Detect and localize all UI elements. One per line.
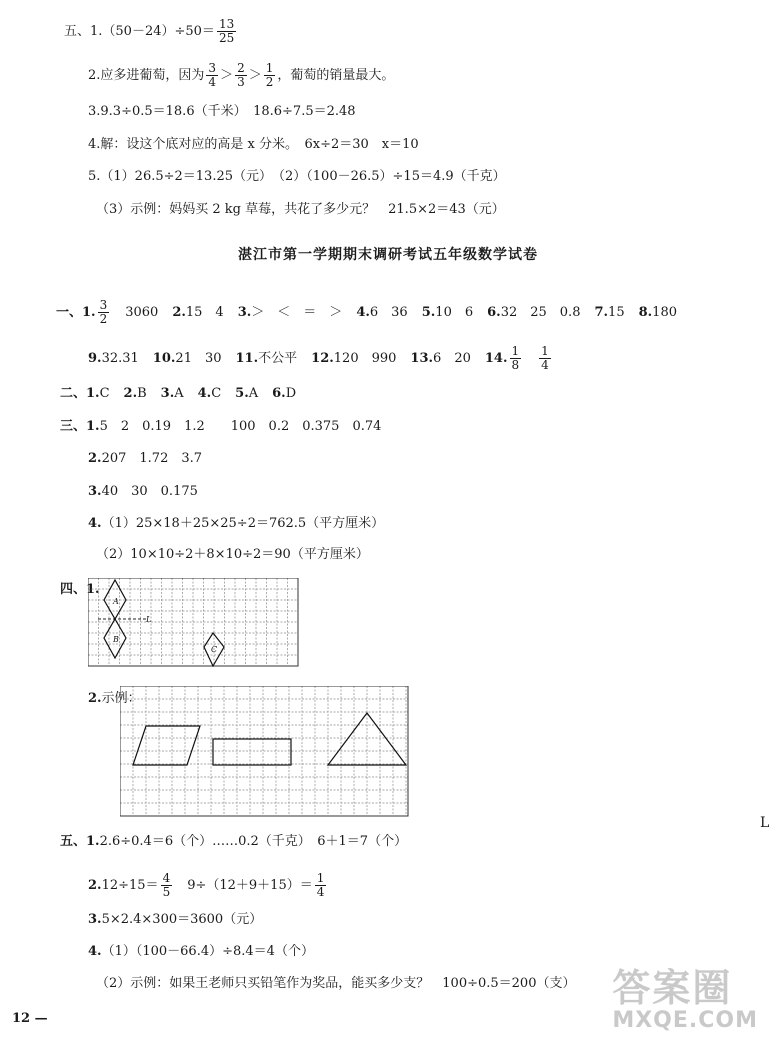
margin-mark: L: [760, 815, 770, 831]
p4-label: 四、1.: [60, 582, 100, 597]
s5-q2-post: ，葡萄的销量最大。: [277, 68, 395, 83]
grid-lines: [88, 578, 298, 666]
s5-q2: [88, 62, 394, 89]
grid-figure-2: [120, 686, 410, 820]
exam-title: 湛江市第一学期期末调研考试五年级数学试卷: [238, 247, 538, 263]
parallelogram: [133, 726, 200, 765]
p5-q1: 五、1.2.6÷0.4＝6（个）……0.2（千克） 6＋1＝7（个）: [60, 834, 408, 849]
p1-line2: 9.32.31 10.21 30 11.不公平 12.120 990 13.6 20 14. $\frac{1}{8}$ $\frac{1}{4}$: [88, 344, 549, 372]
s5-q2-text: 2.应多进葡萄，因为: [88, 68, 205, 83]
grid-lines-2: [120, 686, 408, 816]
p5-q3: 3.5×2.4×300＝3600（元）: [88, 912, 263, 927]
watermark-logo: 答案圈 MXQE.COM: [612, 966, 758, 1033]
s5-q3: 3.9.3÷0.5＝18.6（千米） 18.6÷7.5＝2.48: [88, 104, 356, 119]
p2-line: 二、1.C 2.B 3.A 4.C 5.A 6.D: [60, 386, 297, 401]
s5-q5a: 5.（1）26.5÷2＝13.25（元） （2）（100－26.5）÷15＝4.9（千克）: [88, 169, 506, 184]
s5-q1-fraction: $\frac{13}{25}$: [218, 17, 235, 45]
s5-q4: 4.解：设这个底对应的高是 x 分米。 6x÷2＝30 x＝10: [88, 137, 419, 152]
s5-q2-frac2: $\frac{2}{3}$: [237, 61, 245, 89]
p3-q2: 2.207 1.72 3.7: [88, 451, 203, 466]
rectangle: [213, 739, 291, 765]
s5-q5b: （3）示例：妈妈买 2 kg 草莓，共花了多少元？ 21.5×2＝43（元）: [96, 202, 505, 217]
p5-q2-frac1: $\frac{4}{5}$: [162, 871, 171, 899]
p5-q4b: （2）示例：如果王老师只买铅笔作为奖品，能买多少支？ 100÷0.5＝200（支）: [96, 976, 576, 991]
p1-frac: $\frac{3}{2}$: [99, 298, 108, 326]
s5-q2-frac3: $\frac{1}{2}$: [265, 61, 274, 89]
p4-q2: 2.示例：: [88, 691, 141, 706]
label-l: L: [146, 615, 152, 624]
p3-q4a: 4.（1）25×18＋25×25÷2＝762.5（平方厘米）: [88, 516, 385, 531]
grid-figure-1: [88, 578, 300, 670]
p3-q3: 3.40 30 0.175: [88, 484, 198, 499]
gt-sign: ＞: [248, 68, 262, 83]
p1-line1: 一、1. $\frac{3}{2}$ 3060 2.15 4 3.＞ ＜ ＝ ＞ 4.6 36 5.10 6 6.32 25 0.8 7.15 8.180: [56, 298, 677, 326]
p5-q2: 2.12÷15＝ $\frac{4}{5}$ 9÷（12＋9＋15）＝ $\frac{1}{4}$: [88, 871, 325, 899]
s5-q2-frac1: $\frac{3}{4}$: [208, 61, 217, 89]
p3-q4b: （2）10×10÷2＋8×10÷2＝90（平方厘米）: [96, 547, 369, 562]
label-b: B: [113, 635, 119, 644]
p1b-frac1: $\frac{1}{8}$: [511, 344, 520, 372]
p1b-frac2: $\frac{1}{4}$: [541, 344, 549, 372]
s5-q1: [64, 18, 238, 45]
gt-sign: ＞: [220, 68, 234, 83]
s5-q1-text: 五、1.（50－24）÷50＝: [64, 24, 215, 39]
p5-q4a: 4.（1）（100－66.4）÷8.4＝4（个）: [88, 944, 314, 959]
label-c: C: [211, 645, 218, 654]
page-number: 12 —: [12, 1011, 48, 1026]
p3-q1: 三、1.5 2 0.19 1.2 100 0.2 0.375 0.74: [60, 419, 382, 434]
label-a: A: [113, 597, 119, 606]
p5-q2-frac2: $\frac{1}{4}$: [316, 871, 325, 899]
